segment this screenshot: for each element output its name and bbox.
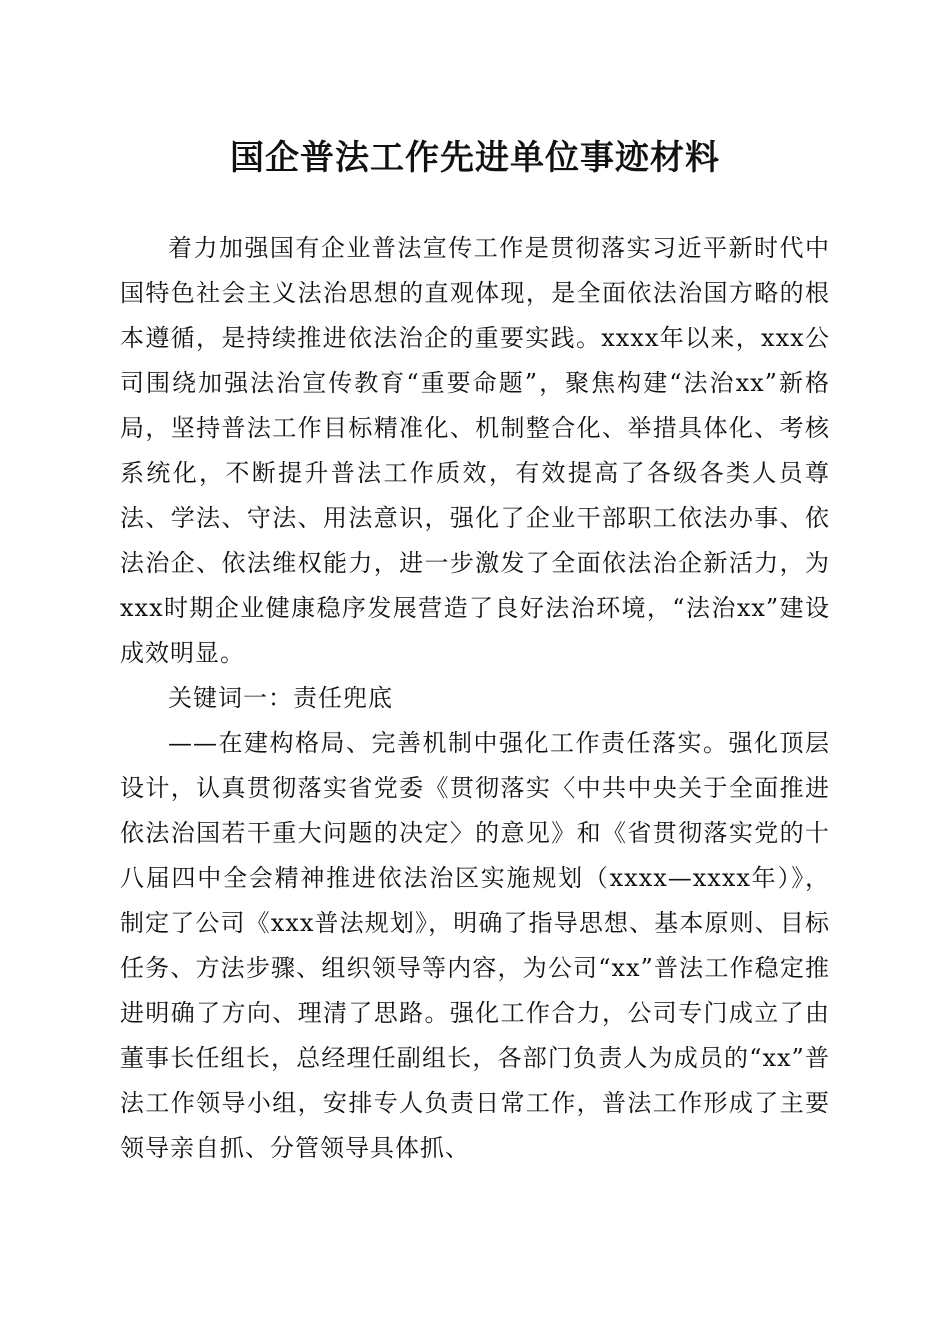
keyword-heading: 关键词一：责任兜底 <box>168 684 393 712</box>
document-body <box>120 226 830 1171</box>
intro-paragraph: 着力加强国有企业普法宣传工作是贯彻落实习近平新时代中国特色社会主义法治思想的直观体现，是全面依法治国方略的根本遵循，是持续推进依法治企的重要实践。xxxx年以来，xxx公司围绕加强法治宣传教育“重要命题”，聚焦构建“法治xx”新格局，坚持普法工作目标精准化、机制整合化、举措具体化、考核系统化，不断提升普法工作质效，有效提高了各级各类人员尊法、学法、守法、用法意识，强化了企业干部职工依法办事、依法治企、依法维权能力，进一步激发了全面依法治企新活力，为xxx时期企业健康稳序发展营造了良好法治环境，“法治xx”建设成效明显。 <box>120 234 830 667</box>
section-paragraph: ——在建构格局、完善机制中强化工作责任落实。强化顶层设计，认真贯彻落实省党委《贯彻落实〈中共中央关于全面推进依法治国若干重大问题的决定〉的意见》和《省贯彻落实党的十八届四中全会精神推进依法治区实施规划（xxxx—xxxx年）》，制定了公司《xxx普法规划》，明确了指导思想、基本原则、目标任务、方法步骤、组织领导等内容，为公司“xx”普法工作稳定推进明确了方向、理清了思路。强化工作合力，公司专门成立了由董事长任组长，总经理任副组长，各部门负责人为成员的“xx”普法工作领导小组，安排专人负责日常工作，普法工作形成了主要领导亲自抓、分管领导具体抓、 <box>120 729 830 1162</box>
document-title: 国企普法工作先进单位事迹材料 <box>230 138 720 178</box>
